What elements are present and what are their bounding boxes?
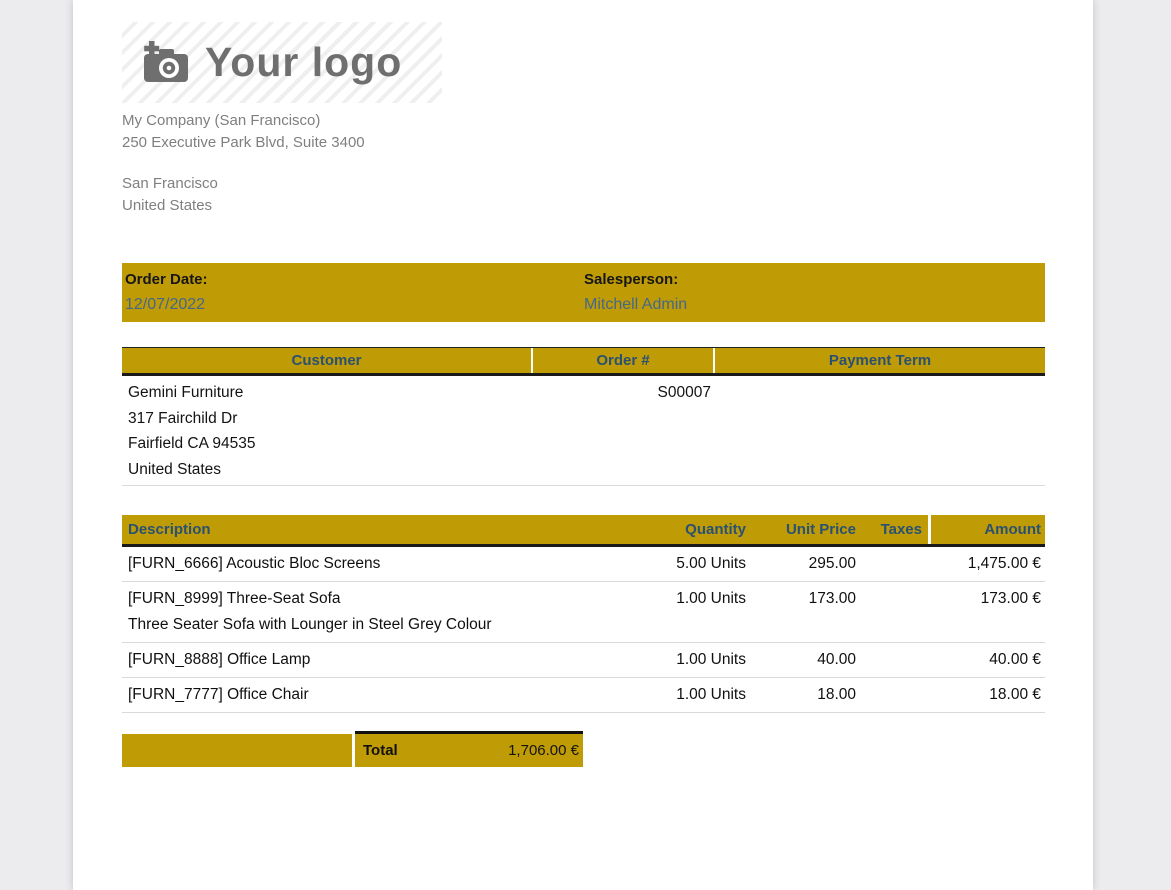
- item-description: [FURN_6666] Acoustic Bloc Screens: [128, 555, 381, 572]
- taxes-column-header: Taxes: [880, 521, 922, 538]
- items-table-header: [122, 515, 1045, 547]
- total-spacer-cell: [122, 734, 352, 767]
- item-description: [FURN_8999] Three-Seat Sofa: [128, 590, 341, 607]
- item-unit-price: 40.00: [817, 651, 856, 668]
- item-unit-price: 18.00: [817, 686, 856, 703]
- item-quantity: 1.00 Units: [676, 686, 746, 703]
- salesperson-label: Salesperson:: [584, 271, 679, 288]
- quantity-column-header: Quantity: [685, 521, 746, 538]
- item-taxes: [862, 649, 928, 670]
- logo-placeholder: [122, 22, 442, 103]
- customer-street: 317 Fairchild Dr: [128, 409, 238, 427]
- total-label: Total: [363, 742, 398, 759]
- item-quantity: 1.00 Units: [676, 651, 746, 668]
- company-country: United States: [122, 197, 213, 214]
- payment-term-value: [713, 380, 1045, 482]
- customer-table-row: [122, 376, 1045, 486]
- company-address-block: [122, 110, 1045, 217]
- item-row: [122, 678, 1045, 713]
- company-street: 250 Executive Park Blvd, Suite 3400: [122, 134, 365, 151]
- address-spacer: [122, 154, 1045, 173]
- payment-term-column-header: Payment Term: [715, 348, 1045, 373]
- customer-name: Gemini Furniture: [128, 384, 244, 401]
- item-row: [122, 643, 1045, 678]
- order-number-column-header: Order #: [533, 348, 713, 373]
- order-number-value: S00007: [657, 384, 711, 401]
- logo-text: Your logo: [205, 39, 403, 85]
- camera-plus-icon: [142, 41, 190, 85]
- item-unit-price: 173.00: [808, 590, 856, 607]
- company-city: San Francisco: [122, 175, 218, 192]
- item-amount: 1,475.00 €: [967, 555, 1041, 572]
- order-date-value: 12/07/2022: [125, 296, 206, 313]
- total-cell: [355, 731, 583, 767]
- customer-address: [122, 380, 531, 482]
- salesperson-column: [584, 267, 1045, 322]
- customer-city: Fairfield CA 94535: [128, 435, 256, 452]
- order-info-bar: [122, 263, 1045, 322]
- description-column-header: Description: [128, 521, 211, 538]
- item-description: [FURN_8888] Office Lamp: [128, 651, 311, 668]
- customer-table-header: [122, 347, 1045, 376]
- report-page: [73, 0, 1093, 890]
- customer-country: United States: [128, 460, 222, 478]
- item-row: [122, 547, 1045, 582]
- item-amount: 18.00 €: [989, 686, 1041, 703]
- unit-price-column-header: Unit Price: [785, 521, 856, 538]
- company-name: My Company (San Francisco): [122, 112, 321, 129]
- report-content: [122, 22, 1045, 767]
- total-amount: 1,706.00 €: [508, 742, 579, 759]
- item-row: [122, 582, 1045, 643]
- order-date-label: Order Date:: [125, 271, 208, 288]
- item-amount: 40.00 €: [989, 651, 1041, 668]
- amount-column-header: Amount: [928, 515, 1045, 544]
- item-taxes: [862, 684, 928, 705]
- item-unit-price: 295.00: [808, 555, 856, 572]
- order-date-column: [125, 267, 584, 322]
- item-quantity: 5.00 Units: [676, 555, 746, 572]
- total-row: [122, 731, 583, 767]
- item-amount: 173.00 €: [980, 590, 1041, 607]
- customer-column-header: Customer: [122, 348, 531, 373]
- item-taxes: [862, 553, 928, 574]
- item-note: Three Seater Sofa with Lounger in Steel Grey Colour: [128, 616, 492, 633]
- item-description: [FURN_7777] Office Chair: [128, 686, 309, 703]
- salesperson-value: Mitchell Admin: [584, 296, 688, 313]
- item-taxes: [862, 588, 928, 609]
- item-quantity: 1.00 Units: [676, 590, 746, 607]
